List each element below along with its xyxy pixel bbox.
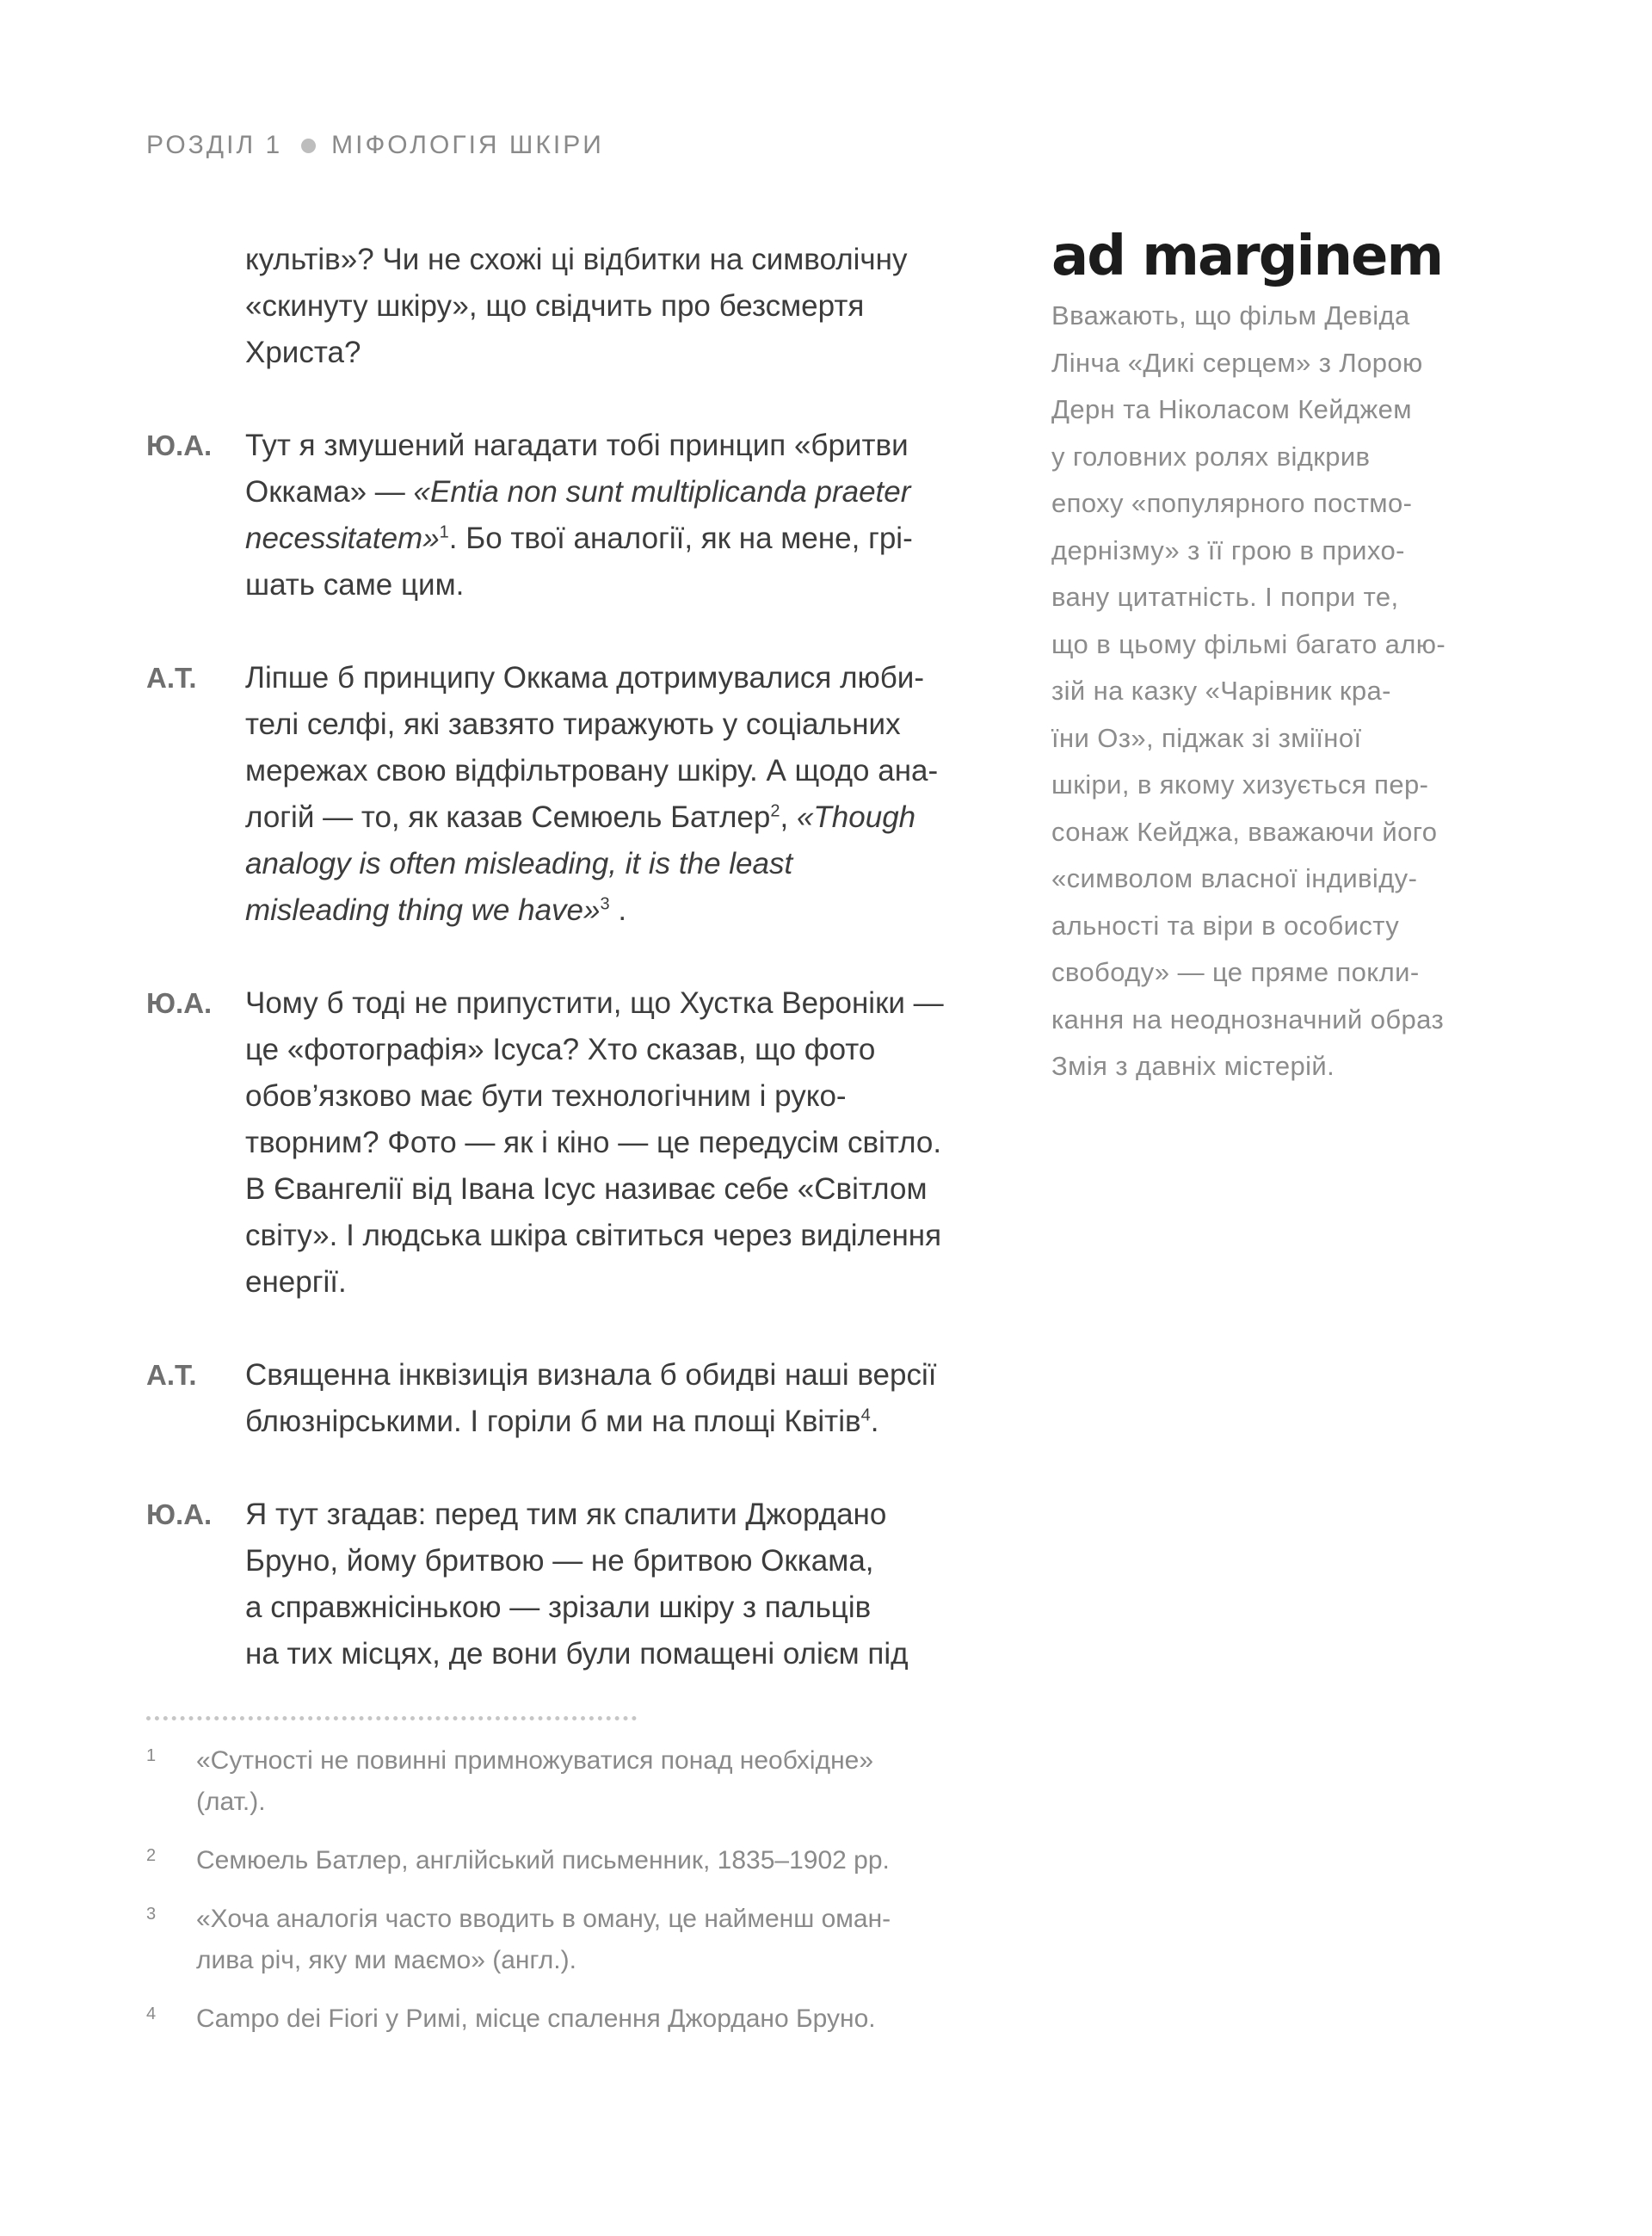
- sidebar-title: ad marginem: [1051, 225, 1443, 288]
- text-line: обов’язково має бути технологічним і руко-: [245, 1079, 847, 1113]
- footnote-ref: 1: [439, 522, 449, 542]
- text-line: Ліпше б принципу Оккама дотримувалися люби-: [245, 661, 925, 695]
- sidebar-line: вану цитатність. І попри те,: [1051, 582, 1399, 612]
- sidebar-line: у головних ролях відкрив: [1051, 441, 1371, 472]
- footnote-text: «Сутності не повинні примножуватися понад необхідне»: [196, 1746, 874, 1775]
- footnote-text: Campo dei Fiori у Римі, місце спалення Джордано Бруно.: [196, 2004, 876, 2033]
- chapter-title: МІФОЛОГІЯ ШКІРИ: [331, 131, 604, 159]
- text-line: Священна інквізиція визнала б обидві наші версії: [245, 1358, 937, 1392]
- english-quote: analogy is often misleading, it is the least: [245, 847, 793, 880]
- footnote: [146, 1899, 921, 1981]
- latin-quote: «Entia non sunt multiplicanda praeter: [413, 475, 911, 509]
- sidebar-line: їни Оз», піджак зі зміїної: [1051, 722, 1362, 753]
- text-line: творним? Фото — як і кіно — це передусім світло.: [245, 1126, 942, 1159]
- text-line: В Євангелії від Івана Ісус називає себе «Світлом: [245, 1172, 928, 1206]
- dialogue-entry: [146, 423, 972, 608]
- footnote: [146, 1840, 921, 1881]
- text-line: шать саме цим.: [245, 568, 465, 602]
- sidebar-line: Змія з давніх містерій.: [1051, 1051, 1335, 1081]
- footnote-ref: 4: [860, 1405, 871, 1425]
- footnote: [146, 1740, 921, 1823]
- dialogue-column: [146, 237, 972, 1677]
- sidebar-line: що в цьому фільмі багато алю-: [1051, 628, 1446, 659]
- speaker-label: Ю.А.: [146, 429, 213, 461]
- footnotes: [146, 1740, 921, 2057]
- speaker-label: Ю.А.: [146, 987, 213, 1019]
- text-line: це «фотографія» Ісуса? Хто сказав, що фото: [245, 1033, 876, 1066]
- text-line: necessitatem»$^1$. Бо твої аналогії, як на мене, грі-: [245, 522, 913, 555]
- text-line: на тих місцях, де вони були помащені олієм під: [245, 1637, 909, 1671]
- text-line: Христа?: [245, 336, 361, 369]
- footnote-ref: 3: [600, 894, 610, 914]
- text-line: мережах свою відфільтровану шкіру. А щодо ана-: [245, 754, 939, 788]
- sidebar-line: альності та віри в особисту: [1051, 910, 1400, 941]
- english-quote: misleading thing we have»: [245, 893, 601, 927]
- sidebar-line: Лінча «Дикі серцем» з Лорою: [1051, 347, 1423, 378]
- speaker-label: Ю.А.: [146, 1498, 213, 1530]
- text-line: Бруно, йому бритвою — не бритвою Оккама,: [245, 1544, 874, 1578]
- ad-marginem-sidebar: [1051, 222, 1499, 1090]
- sidebar-line: зій на казку «Чарівник кра-: [1051, 676, 1391, 706]
- text-line: енергії.: [245, 1265, 347, 1299]
- text-line: логій — то, як казав Семюель Батлер$^2$, «Though: [245, 800, 916, 834]
- footnote-text: «Хоча аналогія часто вводить в оману, це найменш оман-: [196, 1905, 891, 1933]
- text-line: misleading thing we have»$^3$ .: [245, 893, 627, 927]
- footnote-number: 1: [146, 1746, 157, 1765]
- speaker-label: А.Т.: [146, 1359, 197, 1391]
- sidebar-line: дернізму» з її грою в прихо-: [1051, 534, 1405, 565]
- footnote-separator: [146, 1716, 637, 1720]
- dialogue-entry: [146, 1492, 972, 1677]
- footnote-text: (лат.).: [196, 1788, 266, 1816]
- footnote: [146, 1998, 921, 2040]
- sidebar-line: сонаж Кейджа, вважаючи його: [1051, 816, 1438, 847]
- footnote-number: 3: [146, 1905, 157, 1924]
- footnote-text: Семюель Батлер, англійський письменник, 1835–1902 рр.: [196, 1846, 890, 1875]
- dialogue-entry: [146, 1352, 972, 1445]
- text-line: блюзнірськими. І горіли б ми на площі Квітів$^4$.: [245, 1405, 879, 1438]
- text-line: а справжнісінькою — зрізали шкіру з пальців: [245, 1591, 872, 1624]
- text-line: Чому б тоді не припустити, що Хустка Вероніки —: [245, 986, 944, 1020]
- text-line: культів»? Чи не схожі ці відбитки на символічну: [245, 243, 908, 276]
- footnote-number: 4: [146, 2004, 157, 2023]
- footnote-text: лива річ, яку ми маємо» (англ.).: [196, 1946, 576, 1974]
- english-quote: «Though: [796, 800, 916, 834]
- footnote-ref: 2: [770, 801, 780, 821]
- text-line: Я тут згадав: перед тим як спалити Джордано: [245, 1498, 887, 1531]
- text-line: світу». І людська шкіра світиться через виділення: [245, 1219, 942, 1252]
- continued-paragraph: [146, 237, 972, 376]
- sidebar-line: кання на неоднозначний образ: [1051, 1004, 1445, 1035]
- chapter-label: РОЗДІЛ 1: [146, 131, 283, 159]
- text-line: Тут я змушений нагадати тобі принцип «бритви: [245, 429, 909, 462]
- latin-quote: necessitatem»: [245, 522, 440, 555]
- text-line: «скинуту шкіру», що свідчить про безсмертя: [245, 289, 865, 323]
- text-line: [245, 841, 972, 887]
- sidebar-line: свободу» — це пряме покли-: [1051, 957, 1420, 987]
- dialogue-entry: [146, 980, 972, 1306]
- text-line: Оккама» — «Entia non sunt multiplicanda praeter: [245, 475, 911, 509]
- footnote-number: 2: [146, 1846, 157, 1865]
- running-header: [146, 131, 604, 160]
- sidebar-line: епоху «популярного постмо-: [1051, 488, 1413, 518]
- sidebar-line: «символом власної індивіду-: [1051, 863, 1418, 893]
- bullet-dot-icon: [301, 139, 316, 153]
- text-line: телі селфі, які завзято тиражують у соціальних: [245, 707, 901, 741]
- sidebar-line: Вважають, що фільм Девіда: [1051, 300, 1410, 330]
- speaker-label: А.Т.: [146, 662, 197, 694]
- sidebar-line: Дерн та Ніколасом Кейджем: [1051, 394, 1412, 424]
- dialogue-entry: [146, 655, 972, 934]
- sidebar-line: шкіри, в якому хизується пер-: [1051, 769, 1429, 800]
